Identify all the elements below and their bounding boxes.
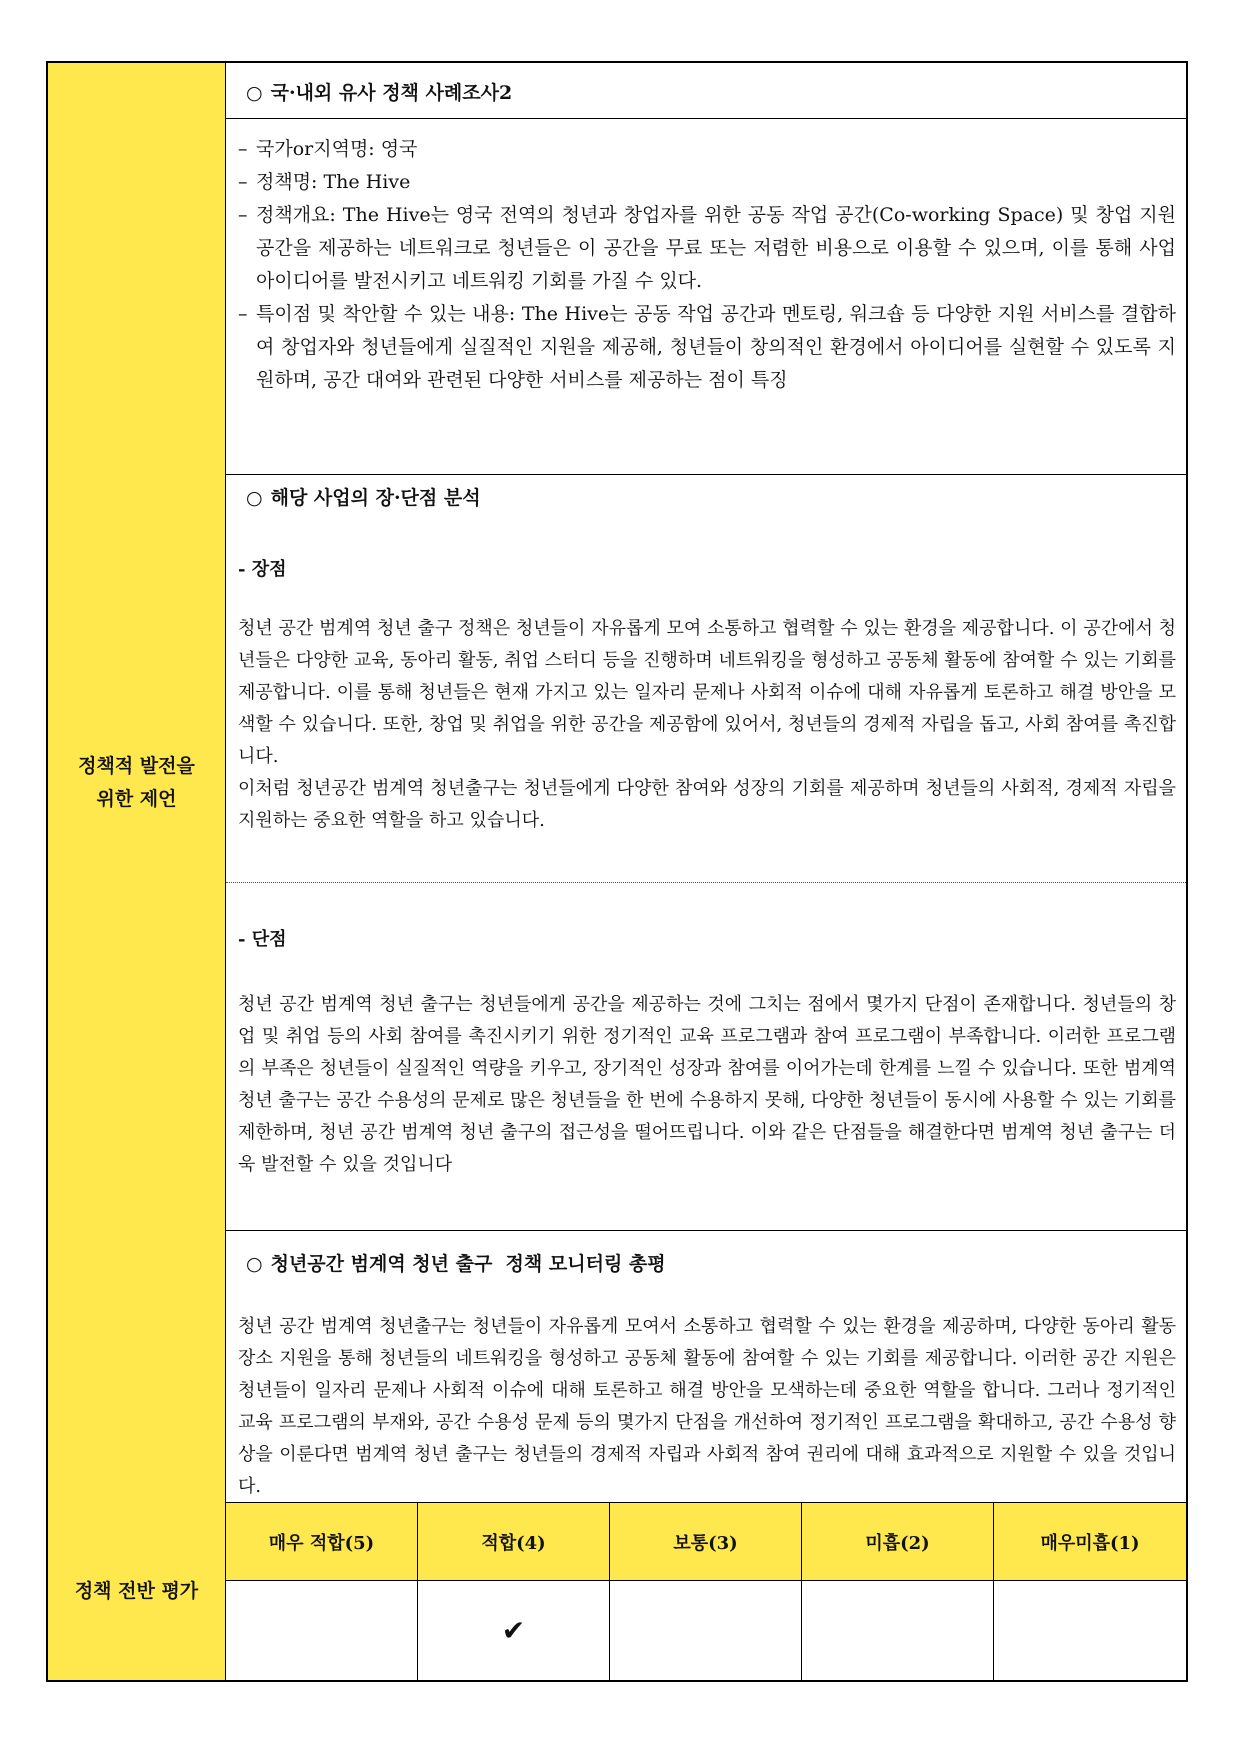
- summary-section: [226, 1231, 1186, 1503]
- evaluation-header-label: 매우 적합(5): [268, 1532, 375, 1554]
- case-study-bullet-text: 국가or지역명: 영국: [256, 138, 418, 160]
- pros-paragraph-1: 청년 공간 범계역 청년 출구 정책은 청년들이 자유롭게 모여 소통하고 협력할 수 있는 환경을 제공합니다. 이 공간에서 청년들은 다양한 교육, 동아리 활동, 취업 스터디 등을 진행하며 네트워킹을 형성하고 공동체 활동에 참여할 수 있는 기회를 제공합니다. 이를 통해 청년들은 현재 가지고 있는 일자리 문제나 사회적 이슈에 대해 자유롭게 토론하고 해결 방안을 모색할 수 있습니다. 또한, 창업 및 취업을 위한 공간을 제공함에 있어서, 청년들의 경제적 자립을 돕고, 사회 참여를 촉진합니다.: [238, 618, 1176, 768]
- analysis-title: [246, 483, 481, 510]
- cons-heading: - 단점: [238, 929, 287, 950]
- evaluation-mark-cell[interactable]: [226, 1581, 418, 1680]
- case-study-title-row: [226, 63, 1186, 119]
- evaluation-header-cell: [418, 1503, 610, 1581]
- evaluation-header-cell: [610, 1503, 802, 1581]
- analysis-section: [226, 475, 1186, 883]
- summary-title: [246, 1249, 666, 1276]
- dash-bullet-icon: –: [238, 138, 248, 160]
- proposal-label: 정책적 발전을 위한 제언: [78, 754, 195, 810]
- case-study-title: [246, 78, 512, 105]
- case-study-bullet-text: 정책명: The Hive: [256, 171, 411, 194]
- circle-bullet-icon: ○: [246, 1253, 263, 1275]
- evaluation-header-label: 매우미흡(1): [1040, 1532, 1140, 1554]
- evaluation-header-cell: [226, 1503, 418, 1581]
- case-study-bullet: [238, 166, 1176, 199]
- case-study-bullet: [238, 199, 1176, 298]
- case-study-bullet: [238, 298, 1176, 397]
- proposal-label-cell: [48, 63, 226, 1503]
- case-study-bullet-text: 특이점 및 착안할 수 있는 내용: The Hive는 공동 작업 공간과 멘토링, 워크숍 등 다양한 지원 서비스를 결합하여 창업자와 청년들에게 실질적인 지원을 제공해, 청년들이 창의적인 환경에서 아이디어를 실현할 수 있도록 지원하며, 공간 대여와 관련된 다양한 서비스를 제공하는 점이 특징: [256, 303, 1176, 392]
- summary-paragraph: 청년 공간 범계역 청년출구는 청년들이 자유롭게 모여서 소통하고 협력할 수 있는 환경을 제공하며, 다양한 동아리 활동 장소 지원을 통해 청년들의 네트워킹을 형성하고 공동체 활동에 참여할 수 있는 기회를 제공합니다. 이러한 공간 지원은 청년들이 일자리 문제나 사회적 이슈에 대해 토론하고 해결 방안을 모색하는데 중요한 역할을 합니다. 그러나 정기적인 교육 프로그램의 부재와, 공간 수용성 문제 등의 몇가지 단점을 개선하여 정기적인 프로그램을 확대하고, 공간 수용성 향상을 이룬다면 범계역 청년 출구는 청년들의 경제적 자립과 사회적 참여 권리에 대해 효과적으로 지원할 수 있을 것입니다.: [238, 1316, 1176, 1498]
- case-study-bullet: [238, 133, 1176, 166]
- pros-paragraph-2: 이처럼 청년공간 범계역 청년출구는 청년들에게 다양한 참여와 성장의 기회를 제공하며 청년들의 사회적, 경제적 자립을 지원하는 중요한 역할을 하고 있습니다.: [238, 778, 1176, 832]
- dash-bullet-icon: –: [238, 303, 248, 326]
- cons-section: [226, 883, 1186, 1231]
- evaluation-mark-cell[interactable]: [418, 1581, 610, 1680]
- dash-bullet-icon: –: [238, 204, 248, 227]
- case-study-bullet-text: 정책개요: The Hive는 영국 전역의 청년과 창업자를 위한 공동 작업 공간(Co-working Space) 및 창업 지원 공간을 제공하는 네트워크로 청년들은 이 공간을 무료 또는 저렴한 비용으로 이용할 수 있으며, 이를 통해 사업 아이디어를 발전시키고 네트워킹 기회를 가질 수 있다.: [256, 204, 1176, 293]
- pros-heading: - 장점: [238, 559, 287, 580]
- case-study-body: [226, 119, 1186, 475]
- evaluation-label: 정책 전반 평가: [74, 1579, 199, 1602]
- dash-bullet-icon: –: [238, 171, 248, 194]
- evaluation-header-label: 적합(4): [481, 1532, 546, 1554]
- case-study-title-text: 국·내외 유사 정책 사례조사2: [270, 82, 513, 104]
- evaluation-mark-cell[interactable]: [802, 1581, 994, 1680]
- pros-paragraphs: [238, 613, 1176, 837]
- checkmark-icon: ✔: [501, 1614, 526, 1647]
- cons-paragraph: 청년 공간 범계역 청년 출구는 청년들에게 공간을 제공하는 것에 그치는 점에서 몇가지 단점이 존재합니다. 청년들의 창업 및 취업 등의 사회 참여를 촉진시키기 위한 정기적인 교육 프로그램과 참여 프로그램이 부족합니다. 이러한 프로그램의 부족은 청년들이 실질적인 역량을 키우고, 장기적인 성장과 참여를 이어가는데 한계를 느낄 수 있습니다. 또한 범계역 청년 출구는 공간 수용성의 문제로 많은 청년들을 한 번에 수용하지 못해, 다양한 청년들이 동시에 사용할 수 있는 기회를 제한하며, 청년 공간 범계역 청년 출구의 접근성을 떨어뜨립니다. 이와 같은 단점들을 해결한다면 범계역 청년 출구는 더욱 발전할 수 있을 것입니다: [238, 994, 1176, 1176]
- evaluation-header-cell: [802, 1503, 994, 1581]
- circle-bullet-icon: ○: [246, 487, 263, 509]
- evaluation-mark-cell[interactable]: [610, 1581, 802, 1680]
- circle-bullet-icon: ○: [246, 82, 263, 104]
- evaluation-header-label: 미흡(2): [865, 1532, 930, 1554]
- evaluation-header-label: 보통(3): [673, 1532, 738, 1554]
- policy-monitoring-sheet: [46, 61, 1188, 1682]
- analysis-title-text: 해당 사업의 장·단점 분석: [270, 487, 481, 509]
- summary-title-text: 청년공간 범계역 청년 출구 정책 모니터링 총평: [270, 1253, 666, 1275]
- case-study-bullets: [238, 133, 1176, 397]
- evaluation-label-cell: [48, 1503, 226, 1680]
- evaluation-header-cell: [994, 1503, 1186, 1581]
- evaluation-mark-cell[interactable]: [994, 1581, 1186, 1680]
